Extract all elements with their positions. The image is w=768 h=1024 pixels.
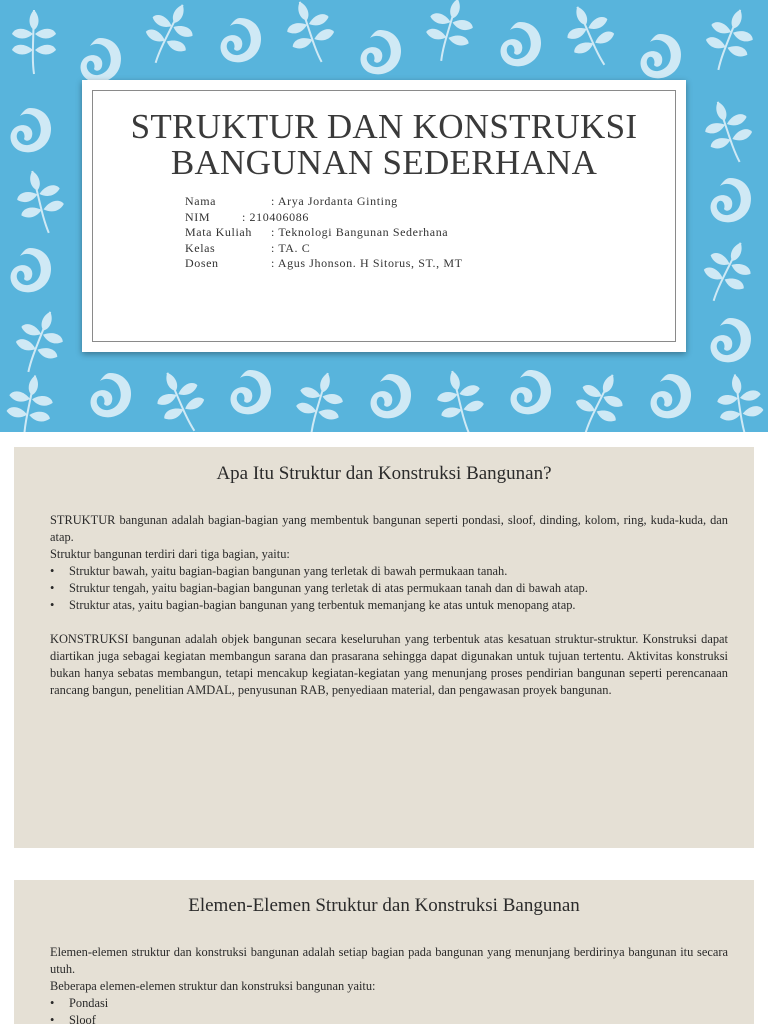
slide-heading: Elemen-Elemen Struktur dan Konstruksi Bangunan (188, 895, 580, 916)
presentation-title (93, 109, 675, 181)
title-card-border (92, 90, 676, 342)
struktur-parts-list (50, 563, 728, 614)
elements-intro: Beberapa elemen-elemen struktur dan konstruksi bangunan yaitu: (50, 979, 376, 993)
list-item: • Struktur bawah, yaitu bagian-bagian bangunan yang terletak di bawah permukaan tanah. (50, 563, 728, 580)
info-value-dosen: : Agus Jhonson. H Sitorus, ST., MT (271, 256, 463, 270)
list-item: • Sloof (50, 1012, 728, 1024)
elements-slide (14, 880, 754, 1024)
list-item: • Pondasi (50, 995, 728, 1012)
info-value-kelas: : TA. C (271, 240, 311, 255)
list-item: • Struktur tengah, yaitu bagian-bagian bangunan yang terletak di atas permukaan tanah dan di bawah atap. (50, 580, 728, 597)
info-value-nim: : 210406086 (242, 209, 309, 224)
slide-body (50, 512, 728, 699)
list-item: • Struktur atas, yaitu bagian-bagian bangunan yang terbentuk memanjang ke atas untuk menopang atap. (50, 597, 728, 614)
konstruksi-paragraph: KONSTRUKSI bangunan adalah objek bangunan secara keseluruhan yang terbentuk atas kesatuan struktur-struktur. Konstruksi dapat diartikan juga sebagai kegiatan membangun sarana dan prasarana sehingga dapat digunakan untuk tujuan tertentu. Aktivitas konstruksi bukan hanya sebatas membangun, tetapi mencakup kegiatan-kegiatan yang menunjang proses pendirian bangunan seperti perencanaan rancang bangun, penelitian AMDAL, penyusunan RAB, penyediaan material, dan pengawasan proyek bangunan. (50, 632, 728, 697)
struktur-paragraph: STRUKTUR bangunan adalah bagian-bagian yang membentuk bangunan seperti pondasi, sloof, dinding, kolom, ring, kuda-kuda, dan atap. (50, 513, 728, 544)
slide-heading: Apa Itu Struktur dan Konstruksi Bangunan? (216, 463, 552, 484)
slide-body (50, 944, 728, 1024)
info-label-mata-kuliah: Mata Kuliah (185, 225, 252, 239)
title-card (82, 80, 686, 352)
elements-list (50, 995, 728, 1024)
title-line-1: STRUKTUR DAN KONSTRUKSI (130, 107, 638, 146)
struktur-parts-intro: Struktur bangunan terdiri dari tiga bagian, yaitu: (50, 547, 290, 561)
info-value-nama: : Arya Jordanta Ginting (271, 194, 398, 208)
title-line-2: BANGUNAN SEDERHANA (170, 143, 598, 182)
info-label-dosen: Dosen (185, 256, 219, 270)
info-label-nim: NIM (185, 209, 211, 224)
definition-slide (14, 447, 754, 848)
info-label-nama: Nama (185, 194, 217, 208)
paragraph-gap (50, 614, 728, 631)
elements-paragraph: Elemen-elemen struktur dan konstruksi bangunan adalah setiap bagian pada bangunan yang menunjang berdirinya bangunan itu secara utuh. (50, 945, 728, 976)
info-value-mata-kuliah: : Teknologi Bangunan Sederhana (271, 225, 449, 239)
title-slide (0, 0, 768, 432)
info-label-kelas: Kelas (185, 240, 216, 255)
